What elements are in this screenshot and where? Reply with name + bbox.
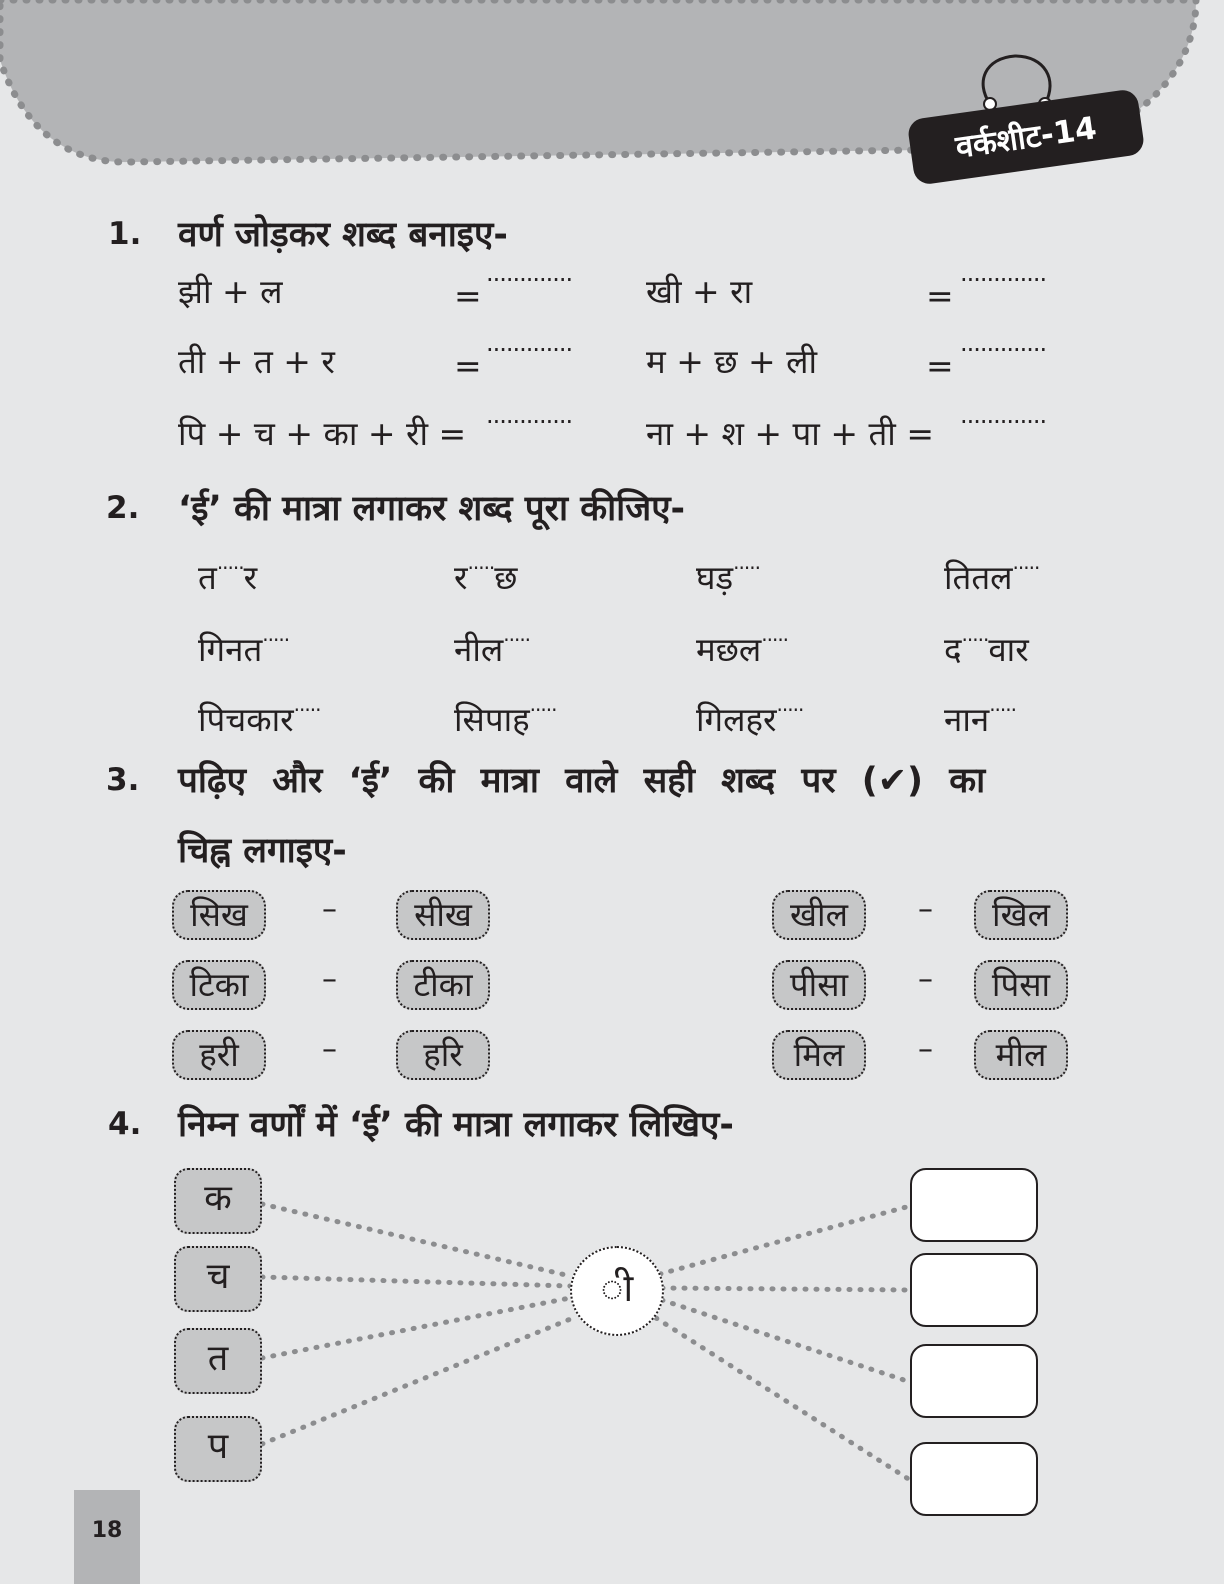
letter-box-pa: प xyxy=(174,1416,262,1482)
q2-word-prefix: गिनत xyxy=(198,630,263,669)
q2-word-suffix: र xyxy=(243,558,258,597)
q1-row3-left-expr: पि + च + का + री = xyxy=(178,414,467,453)
q2-word-blank[interactable]: ····· xyxy=(776,698,804,722)
q1-row2-right-eq: = xyxy=(926,346,954,385)
q3-dash: – xyxy=(322,892,337,927)
answer-box-3[interactable] xyxy=(910,1344,1038,1418)
q2-word-blank[interactable]: ····· xyxy=(1012,556,1040,580)
q3-option[interactable]: पिसा xyxy=(974,960,1068,1010)
q2-word-blank[interactable]: ····· xyxy=(961,628,989,652)
q2-word-suffix: छ xyxy=(494,558,518,597)
letter-box-ka: क xyxy=(174,1168,262,1234)
matra-circle: ी xyxy=(570,1246,664,1336)
q3-dash: – xyxy=(322,962,337,997)
q1-row1-right-eq: = xyxy=(926,276,954,315)
q2-word-prefix: सिपाह xyxy=(454,700,530,739)
letter-box-cha: च xyxy=(174,1246,262,1312)
q3-dash: – xyxy=(918,1032,933,1067)
q2-number: 2. xyxy=(106,490,140,526)
q1-row2-left-expr: ती + त + र xyxy=(178,342,335,381)
q2-word-blank[interactable]: ····· xyxy=(733,556,760,580)
q1-row2-right-expr: म + छ + ली xyxy=(646,342,818,381)
q1-row2-right-blank[interactable]: ············· xyxy=(960,336,1047,364)
q3-number: 3. xyxy=(106,762,140,798)
q2-word-blank[interactable]: ····· xyxy=(262,628,290,652)
q2-word-suffix: वार xyxy=(988,630,1029,669)
answer-box-4[interactable] xyxy=(910,1442,1038,1516)
q1-row1-left-expr: झी + ल xyxy=(178,272,283,311)
q2-word-prefix: नान xyxy=(944,700,990,739)
letter-box-ta: त xyxy=(174,1328,262,1394)
q2-word-prefix: पिचकार xyxy=(198,700,294,739)
q1-number: 1. xyxy=(108,216,142,252)
q2-word-blank[interactable]: ····· xyxy=(216,556,244,580)
answer-box-1[interactable] xyxy=(910,1168,1038,1242)
q3-title-line2: चिह्न लगाइए- xyxy=(178,831,347,871)
q4-title: निम्न वर्णों में ‘ई’ की मात्रा लगाकर लिखिए- xyxy=(178,1105,734,1145)
q3-option[interactable]: हरि xyxy=(396,1030,490,1080)
q2-word-blank[interactable]: ····· xyxy=(293,698,321,722)
worksheet-label: वर्कशीट-14 xyxy=(907,88,1146,186)
q1-row1-right-expr: खी + रा xyxy=(646,272,753,311)
q2-word-blank[interactable]: ····· xyxy=(989,698,1016,722)
q1-title: वर्ण जोड़कर शब्द बनाइए- xyxy=(178,215,508,255)
q1-row2-left-blank[interactable]: ············· xyxy=(486,336,573,364)
q3-option[interactable]: मिल xyxy=(772,1030,866,1080)
q1-row1-left-blank[interactable]: ············· xyxy=(486,266,573,294)
q1-row3-right-expr: ना + श + पा + ती = xyxy=(646,414,934,453)
q2-title: ‘ई’ की मात्रा लगाकर शब्द पूरा कीजिए- xyxy=(178,489,686,529)
q2-word-blank[interactable]: ····· xyxy=(503,628,531,652)
q1-row2-left-eq: = xyxy=(454,346,482,385)
q3-dash: – xyxy=(918,962,933,997)
q2-word-prefix: मछल xyxy=(696,630,762,669)
q3-option[interactable]: टीका xyxy=(396,960,490,1010)
q3-option[interactable]: खिल xyxy=(974,890,1068,940)
answer-box-2[interactable] xyxy=(910,1253,1038,1327)
q2-word-prefix: र xyxy=(454,558,468,597)
q2-word-prefix: द xyxy=(944,630,962,669)
q3-option[interactable]: सीख xyxy=(396,890,490,940)
q3-option[interactable]: हरी xyxy=(172,1030,266,1080)
q4-number: 4. xyxy=(108,1106,142,1142)
q1-row3-left-blank[interactable]: ············· xyxy=(486,408,573,436)
q2-word-blank[interactable]: ····· xyxy=(529,698,557,722)
page-number: 18 xyxy=(74,1490,140,1584)
q3-option[interactable]: टिका xyxy=(172,960,266,1010)
q3-title-line1: पढ़िए और ‘ई’ की मात्रा वाले सही शब्द पर (✔) का xyxy=(178,761,986,801)
q3-option[interactable]: मील xyxy=(974,1030,1068,1080)
q1-row3-right-blank[interactable]: ············· xyxy=(960,408,1047,436)
q3-option[interactable]: खील xyxy=(772,890,866,940)
q3-option[interactable]: पीसा xyxy=(772,960,866,1010)
q2-word-blank[interactable]: ····· xyxy=(467,556,495,580)
q3-dash: – xyxy=(918,892,933,927)
q2-word-prefix: त xyxy=(198,558,217,597)
q1-row1-left-eq: = xyxy=(454,276,482,315)
q3-dash: – xyxy=(322,1032,337,1067)
q2-word-prefix: नील xyxy=(454,630,504,669)
q1-row1-right-blank[interactable]: ············· xyxy=(960,266,1047,294)
q2-word-prefix: गिलहर xyxy=(696,700,777,739)
q3-option[interactable]: सिख xyxy=(172,890,266,940)
q2-word-prefix: घड़ xyxy=(696,558,734,597)
q2-word-blank[interactable]: ····· xyxy=(761,628,789,652)
q2-word-prefix: तितल xyxy=(944,558,1013,597)
